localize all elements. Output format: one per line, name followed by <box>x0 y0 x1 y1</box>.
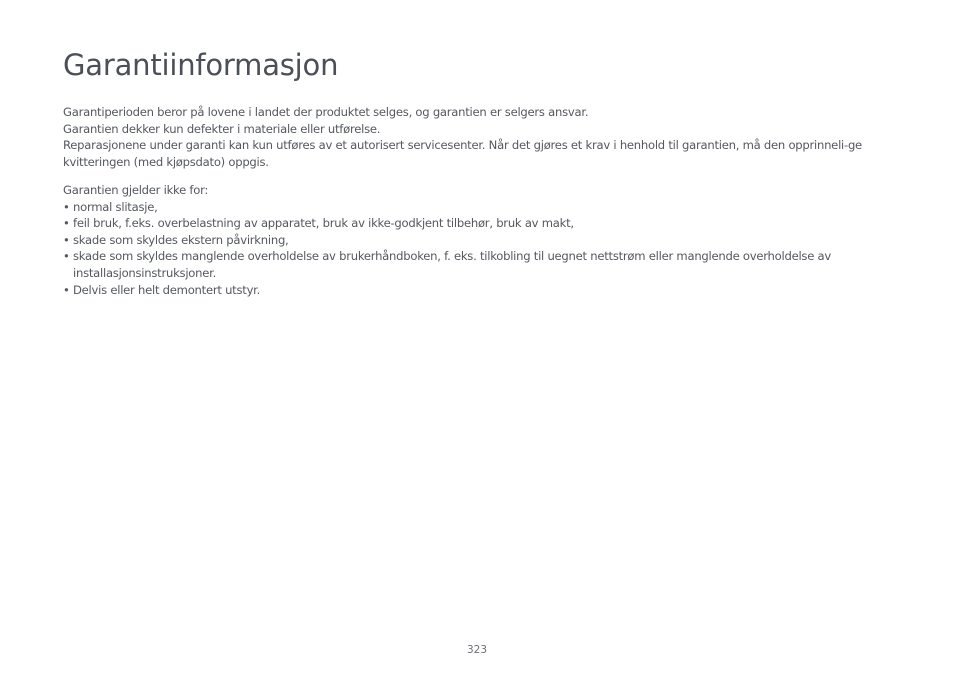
bullet-icon: • <box>63 282 70 297</box>
list-item <box>63 215 893 232</box>
list-item <box>63 199 893 216</box>
paragraph-repairs: Reparasjonene under garanti kan kun utføres av et autorisert servicesenter. Når det gjøres et krav i henhold til garantien, må den opprinneli-ge kvitteringen (med kjøpsdato) oppgis. <box>63 138 862 169</box>
bullet-icon: • <box>63 232 70 247</box>
page-title: Garantiinformasjon <box>63 48 339 82</box>
list-item-text: normal slitasje, <box>73 199 158 214</box>
list-item <box>63 232 893 249</box>
bullet-icon: • <box>63 216 70 231</box>
intro-section <box>63 104 893 170</box>
bullet-icon: • <box>63 199 70 214</box>
exclusions-list <box>63 199 893 299</box>
list-item <box>63 282 893 299</box>
bullet-icon: • <box>63 249 70 264</box>
exclusions-section <box>63 182 893 298</box>
paragraph-warranty-coverage: Garantien dekker kun defekter i materiale eller utførelse. <box>63 121 381 136</box>
list-item <box>63 248 893 281</box>
list-item-text: feil bruk, f.eks. overbelastning av apparatet, bruk av ikke-godkjent tilbehør, bruk av makt, <box>73 216 574 231</box>
page-number: 323 <box>466 644 488 656</box>
list-item-text: skade som skyldes ekstern påvirkning, <box>73 232 289 247</box>
exclusions-heading: Garantien gjelder ikke for: <box>63 183 209 197</box>
list-item-text: Delvis eller helt demontert utstyr. <box>73 282 261 297</box>
paragraph-warranty-period: Garantiperioden beror på lovene i landet der produktet selges, og garantien er selgers ansvar. <box>63 105 589 119</box>
list-item-text: skade som skyldes manglende overholdelse av brukerhåndboken, f. eks. tilkobling til uegnet nettstrøm eller manglende overholdelse av installasjonsinstruksjoner. <box>73 249 831 280</box>
